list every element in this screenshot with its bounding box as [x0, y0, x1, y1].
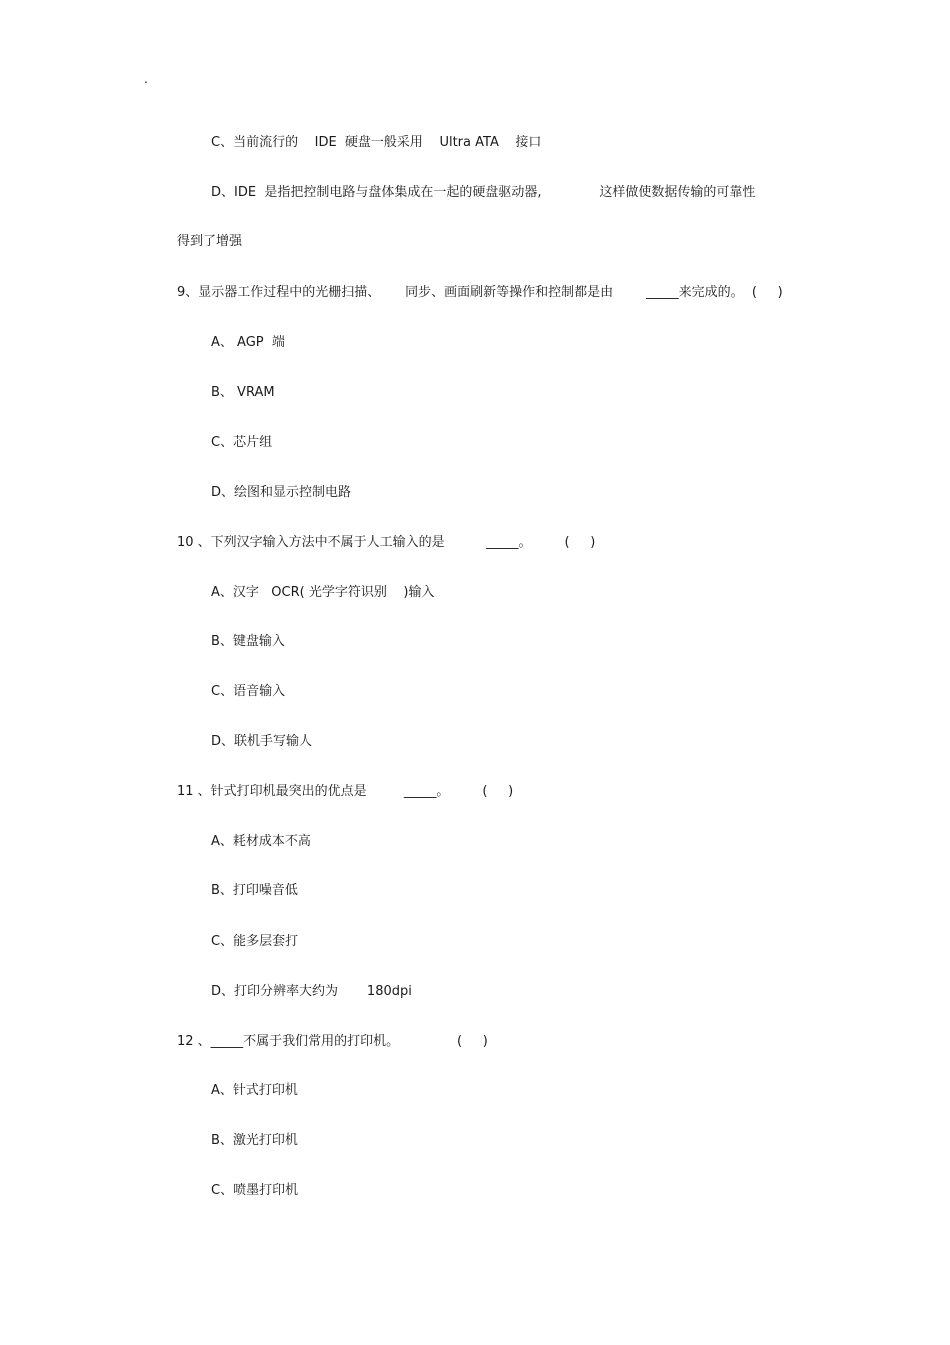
option-c-q11: C、能多层套打 — [211, 934, 299, 949]
option-a-q11: A、耗材成本不高 — [211, 834, 311, 849]
question-11: 11 、针式打印机最突出的优点是 _____。 ( ) — [177, 784, 514, 799]
option-b-q9: B、 VRAM — [211, 385, 275, 400]
option-d-q8-continuation: 得到了增强 — [177, 234, 243, 249]
page-mark: . — [144, 72, 148, 86]
option-a-q10: A、汉字 OCR( 光学字符识别 )输入 — [211, 585, 435, 600]
option-d-q9: D、绘图和显示控制电路 — [211, 485, 352, 500]
option-a-q12: A、针式打印机 — [211, 1083, 298, 1098]
option-a-q9: A、 AGP 端 — [211, 335, 285, 350]
option-c-q12: C、喷墨打印机 — [211, 1183, 299, 1198]
question-9: 9、显示器工作过程中的光栅扫描、 同步、画面刷新等操作和控制都是由 _____来完成的。 ( ) — [177, 285, 783, 300]
question-12: 12 、_____不属于我们常用的打印机。 ( ) — [177, 1034, 488, 1049]
option-c-q10: C、语音输入 — [211, 684, 286, 699]
option-b-q10: B、键盘输入 — [211, 634, 285, 649]
option-b-q11: B、打印噪音低 — [211, 883, 298, 898]
option-d-q10: D、联机手写输人 — [211, 734, 313, 749]
option-b-q12: B、激光打印机 — [211, 1133, 298, 1148]
option-c-q8: C、当前流行的 IDE 硬盘一般采用 Ultra ATA 接口 — [211, 135, 542, 150]
question-10: 10 、下列汉字输入方法中不属于人工输入的是 _____。 ( ) — [177, 535, 596, 550]
option-c-q9: C、芯片组 — [211, 435, 273, 450]
option-d-q8: D、IDE 是指把控制电路与盘体集成在一起的硬盘驱动器, 这样做使数据传输的可靠性 — [211, 185, 756, 200]
option-d-q11: D、打印分辨率大约为 180dpi — [211, 984, 412, 999]
